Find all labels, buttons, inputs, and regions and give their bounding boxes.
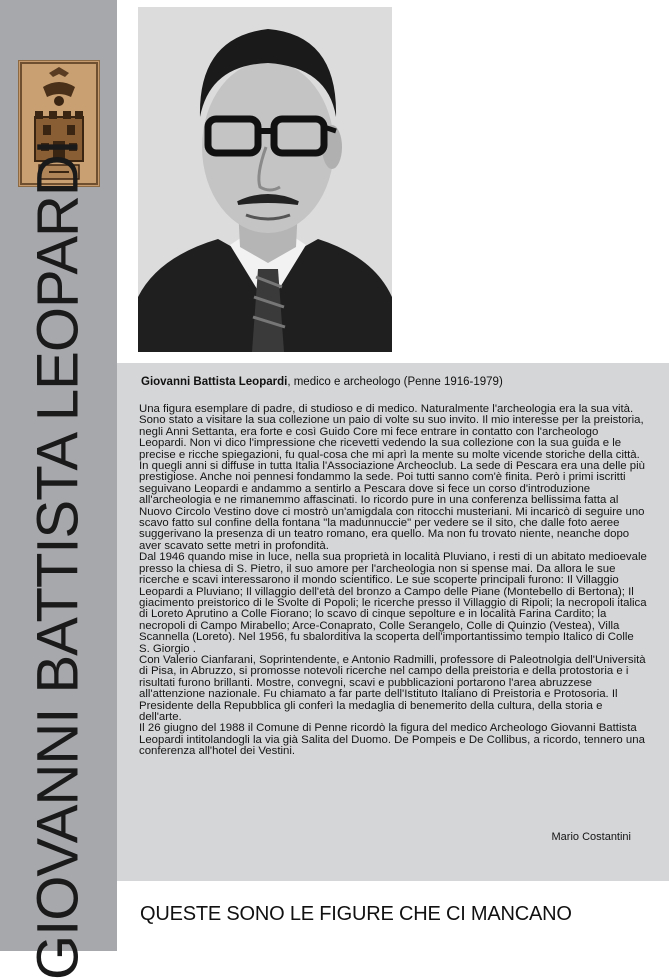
caption-details: , medico e archeologo (Penne 1916-1979) xyxy=(287,376,503,388)
footer-slogan: QUESTE SONO LE FIGURE CHE CI MANCANO xyxy=(140,903,572,925)
article-body xyxy=(139,404,647,758)
article-paragraph: Con Valerio Cianfarani, Soprintendente, e Antonio Radmilli, professore di Paleotnolgia dell'Università di Pisa, in Abruzzo, si promosse notevoli ricerche nel campo della preistoria e della protostoria e i risultati furono brillanti. Mostre, convegni, scavi e pubblicazioni portarono l'area abruzzese all'attenzione nazionale. Fu chiamato a far parte dell'Istituto Italiano di Preistoria e Protosoria. Il Presidente della Repubblica gli conferì la medaglia di benemerito della cultura, della storia e dell'arte. xyxy=(139,653,646,723)
author-signature: Mario Costantini xyxy=(551,831,631,843)
vertical-title: GIOVANNI BATTISTA LEOPARDI xyxy=(25,140,91,980)
photo-caption xyxy=(141,376,503,388)
article-paragraph: Il 26 giugno del 1988 il Comune di Penne ricordò la figura del medico Archeologo Giovanni Battista Leopardi intitolandogli la via già Salita del Duomo. De Pompeis e De Collibus, a ricordo, tennero una conferenza all'hotel dei Vestini. xyxy=(139,722,645,758)
caption-name: Giovanni Battista Leopardi xyxy=(141,376,288,388)
article-paragraph: Dal 1946 quando mise in luce, nella sua proprietà in località Pluviano, i resti di un abitato medioevale presso la chiesa di S. Pietro, il suo amore per l'archeologia non si spense mai. Da allora le sue ricerche e scavi interessarono il mondo scientifico. Le sue scoperte principali furono: Il Villaggio Leopardi a Pluviano; Il villaggio dell'età del bronzo a Campo delle Piane (Montebello di Bertona); Il giacimento preistorico di le Svolte di Popoli; le ricerche presso il Villaggio di Ripoli; la necropoli italica di Loreto Aprutino a Colle Fiorano; lo scavo di cinque sepolture e in località Farina Cardito; la necropoli di Campo Mirabello; Arce-Conaprato, Colle Serangelo, Colle di Quinzio (Vestea), Villa Scannella (Loreto). Nel 1956, fu sbalorditiva la scoperta dell'importantissimo tempio Italico di Colle S. Giorgio . xyxy=(139,551,647,655)
sidebar xyxy=(0,0,117,980)
portrait-photo-icon xyxy=(138,7,392,352)
article-paragraph: Una figura esemplare di padre, di studioso e di medico. Naturalmente l'archeologia era la sua vità. Sono stato a visitare la sua collezione un paio di volte su suo invito. Il mio interesse per la preistoria, negli Anni Settanta, era forte e così Guido Core mi fece entrare in contatto con l'archeologo Leopardi. Non vi dico l'impressione che ricevetti vedendo la sua collezione con la sua guida e le precise e ricche spiegazioni, fu qual-cosa che mi aprì la mente su molte vicende storiche della città. In quegli anni si diffuse in tutta Italia l'Associazione Archeoclub. La sede di Pescara era una delle più prestigiose. Anche noi pennesi fondammo la sede. Poi tutti sanno com'è finita. Però i primi iscritti seguivano Leopardi e andammo a sentirlo a Pescara dove si fece un corso d'introduzione all'archeologia e ne rimanemmo affascinati. Io ricordo pure in una conferenza bellissima fatta al Nuovo Circolo Vestino dove ci mostrò un'amigdala con ritocchi musteriani. Mi incaricò di seguire uno scavo fatto sul confine della fontana "la madunnuccie" per vedere se il sito, che dalle foto aeree suggerivano la presenza di un teatro romano, era quello. Ma non fu trovato niente, neanche dopo aver scavato sette metri in profondità. xyxy=(139,403,646,552)
